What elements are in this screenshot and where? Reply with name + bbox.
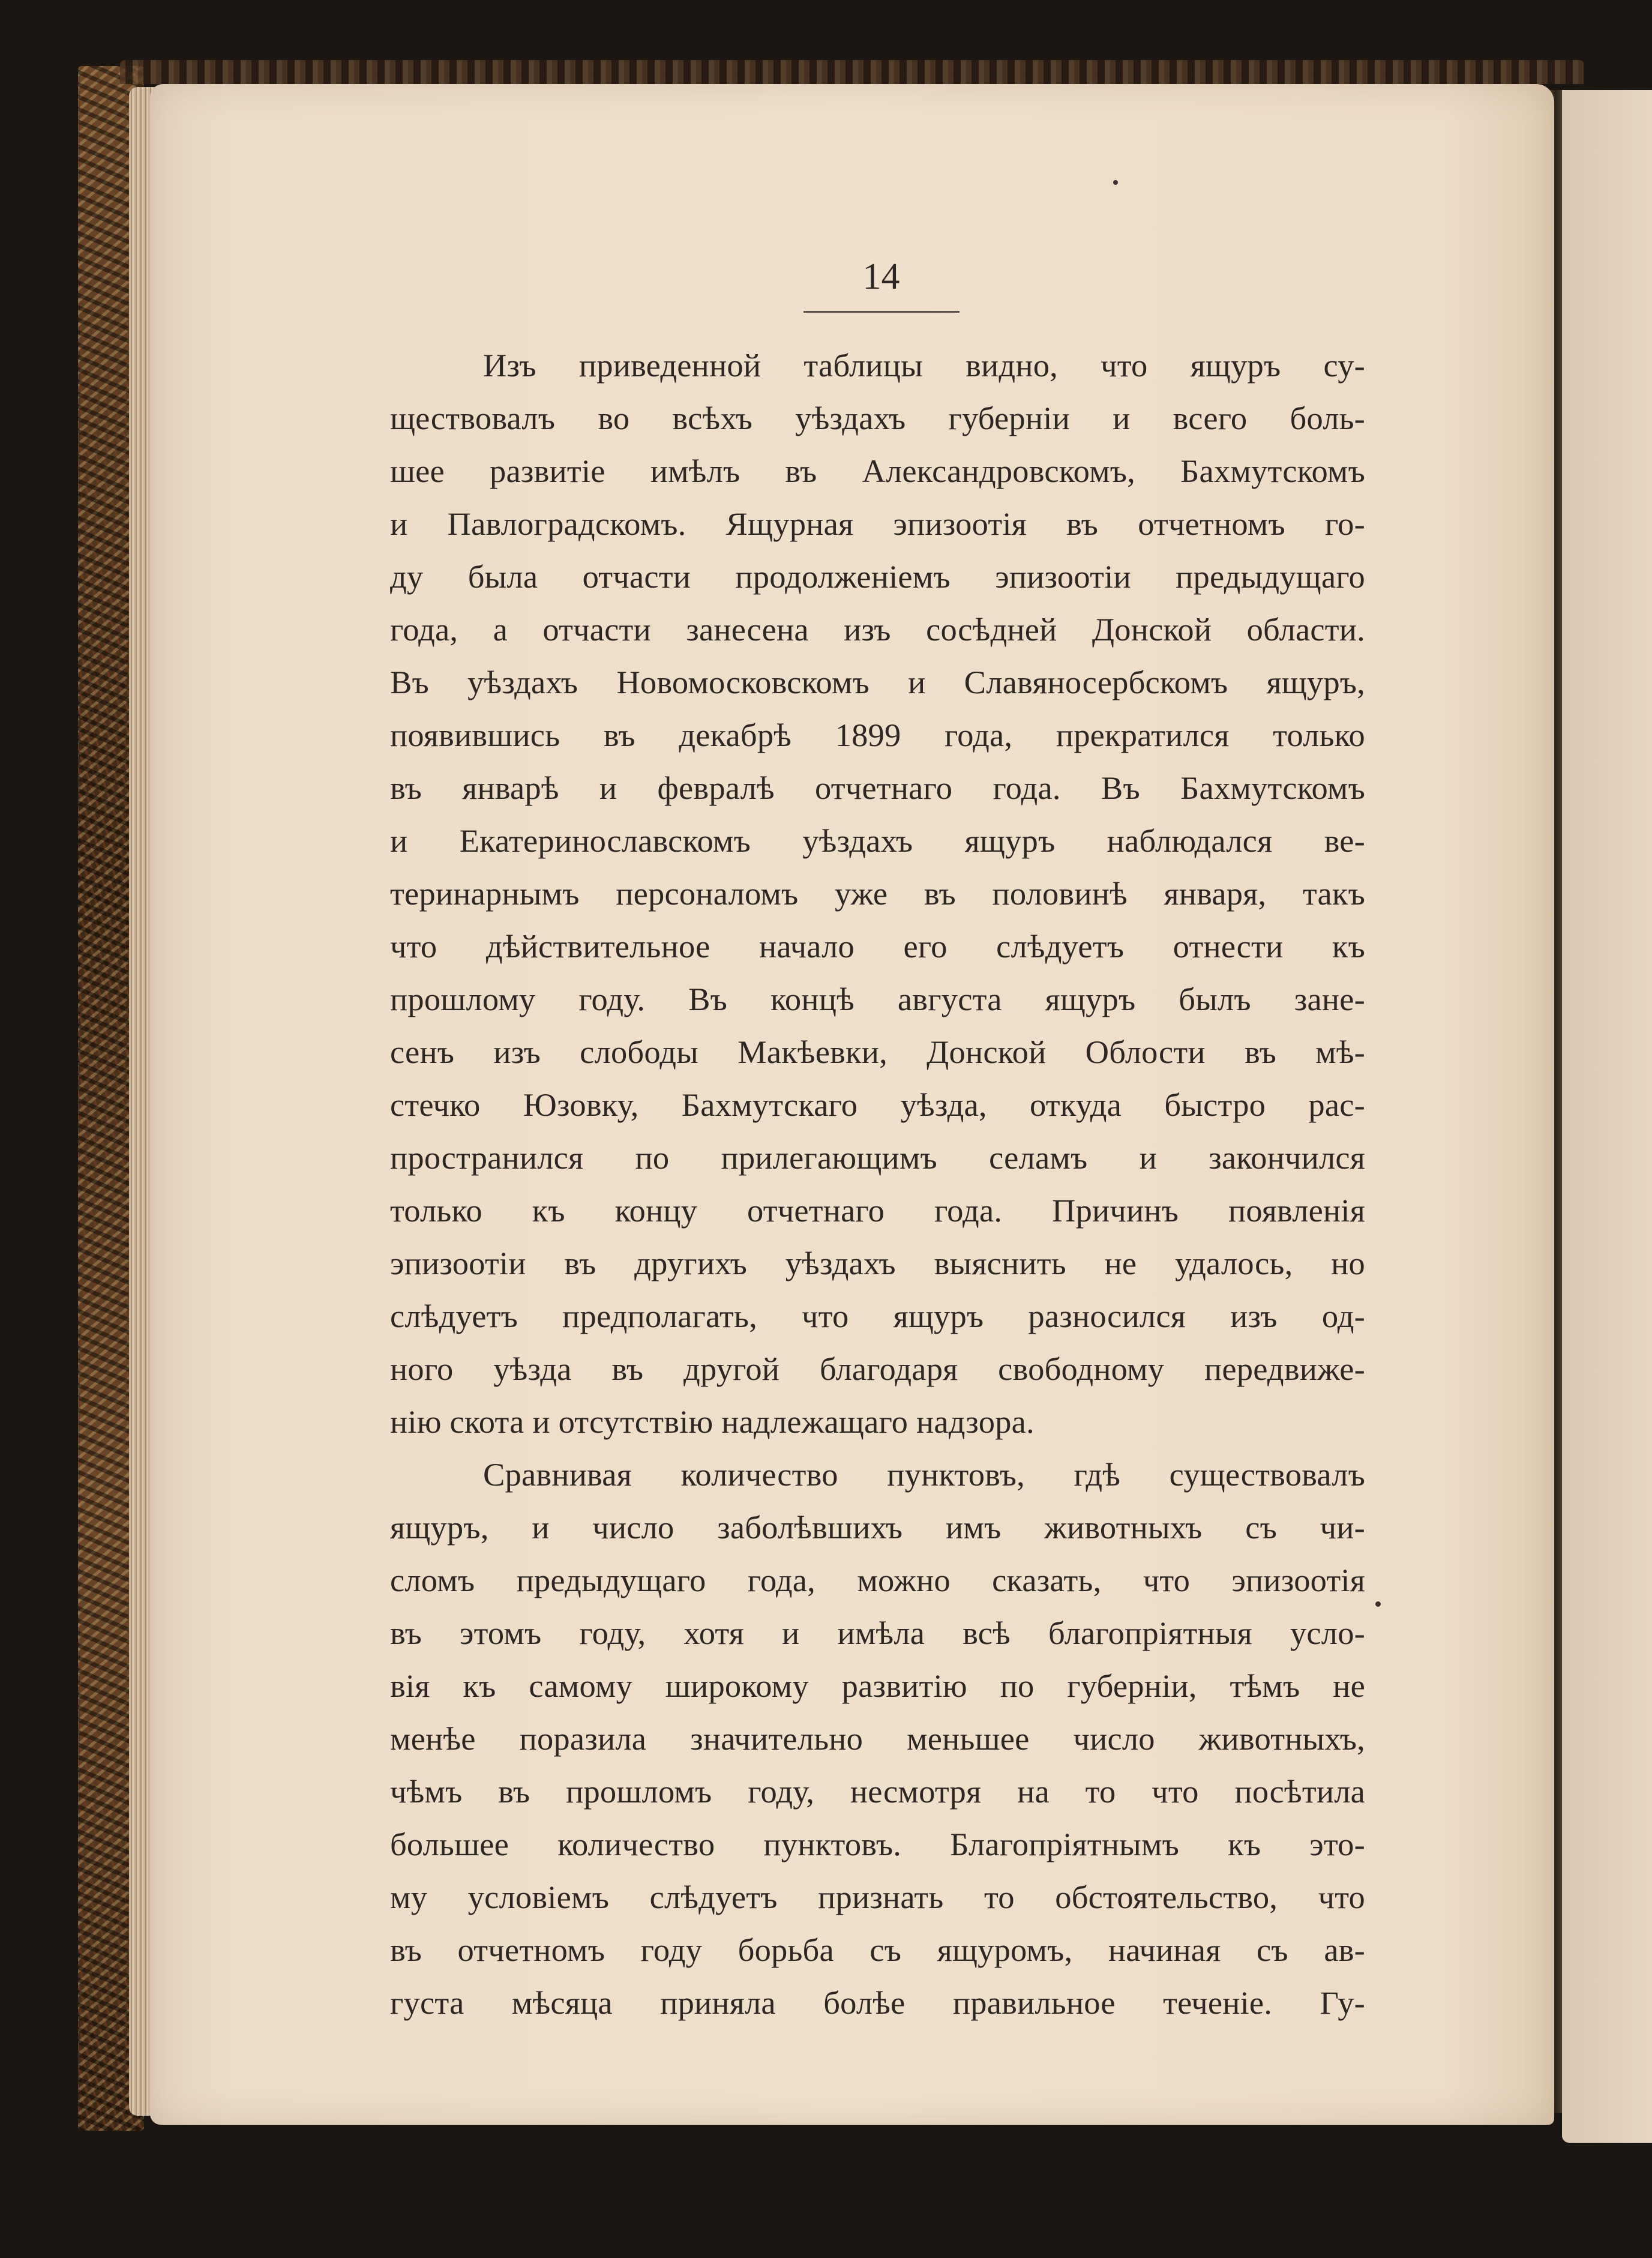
- text-line: и Екатеринославскомъ уѣздахъ ящуръ наблюдался ве-: [390, 822, 1365, 859]
- text-line: ду была отчасти продолженіемъ эпизоотіи предыдущаго: [390, 558, 1365, 595]
- text-line: и Павлоградскомъ. Ящурная эпизоотія въ отчетномъ го-: [390, 505, 1365, 542]
- text-line: густа мѣсяца приняла болѣе правильное теченіе. Гу-: [390, 1984, 1365, 2021]
- text-line: эпизоотіи въ другихъ уѣздахъ выяснить не удалось, но: [390, 1245, 1365, 1281]
- text-line: появившись въ декабрѣ 1899 года, прекратился только: [390, 717, 1365, 753]
- paragraph-2: [390, 1448, 1365, 2029]
- ink-speck: [1113, 180, 1118, 185]
- text-line: Сравнивая количество пунктовъ, гдѣ существовалъ: [483, 1456, 1365, 1493]
- text-line: ществовалъ во всѣхъ уѣздахъ губерніи и всего боль-: [390, 400, 1365, 436]
- text-line: стечко Юзовку, Бахмутскаго уѣзда, откуда быстро рас-: [390, 1086, 1365, 1123]
- page-text: [390, 258, 1365, 2029]
- text-line: года, а отчасти занесена изъ сосѣдней Донской области.: [390, 611, 1365, 648]
- text-line: Изъ приведенной таблицы видно, что ящуръ су-: [483, 347, 1365, 384]
- text-line: въ январѣ и февралѣ отчетнаго года. Въ Бахмутскомъ: [390, 769, 1365, 806]
- text-line: въ этомъ году, хотя и имѣла всѣ благопріятныя усло-: [390, 1615, 1365, 1651]
- text-line: теринарнымъ персоналомъ уже въ половинѣ января, такъ: [390, 875, 1365, 912]
- text-line: сенъ изъ слободы Макѣевки, Донской Облости въ мѣ-: [390, 1034, 1365, 1070]
- facing-page-edge: [1562, 90, 1652, 2143]
- text-line: только къ концу отчетнаго года. Причинъ появленія: [390, 1192, 1365, 1229]
- page-number: 14: [803, 258, 960, 313]
- text-line: большее количество пунктовъ. Благопріятнымъ къ это-: [390, 1826, 1365, 1862]
- text-line: менѣе поразила значительно меньшее число животныхъ,: [390, 1720, 1365, 1757]
- text-line: что дѣйствительное начало его слѣдуетъ отнести къ: [390, 928, 1365, 965]
- text-line: Въ уѣздахъ Новомосковскомъ и Славяносербскомъ ящуръ,: [390, 664, 1365, 700]
- text-line: ящуръ, и число заболѣвшихъ имъ животныхъ съ чи-: [390, 1509, 1365, 1546]
- text-line: ного уѣзда въ другой благодаря свободному передвиже-: [390, 1350, 1365, 1387]
- text-line: слѣдуетъ предполагать, что ящуръ разносился изъ од-: [390, 1298, 1365, 1334]
- cover-top-edge: [120, 60, 1584, 84]
- ink-speck: [1375, 1601, 1381, 1607]
- text-line: чѣмъ въ прошломъ году, несмотря на то что посѣтила: [390, 1773, 1365, 1810]
- text-line: вія къ самому широкому развитію по губерніи, тѣмъ не: [390, 1667, 1365, 1704]
- text-line: пространился по прилегающимъ селамъ и закончился: [390, 1139, 1365, 1176]
- paragraph-1: [390, 339, 1365, 1448]
- text-line: прошлому году. Въ концѣ августа ящуръ былъ зане-: [390, 981, 1365, 1017]
- text-line: въ отчетномъ году борьба съ ящуромъ, начиная съ ав-: [390, 1931, 1365, 1968]
- text-line: сломъ предыдущаго года, можно сказать, что эпизоотія: [390, 1562, 1365, 1598]
- text-line: нію скота и отсутствію надлежащаго надзора.: [390, 1403, 1035, 1440]
- text-line: шее развитіе имѣлъ въ Александровскомъ, Бахмутскомъ: [390, 453, 1365, 489]
- text-line: му условіемъ слѣдуетъ признать то обстоятельство, что: [390, 1879, 1365, 1915]
